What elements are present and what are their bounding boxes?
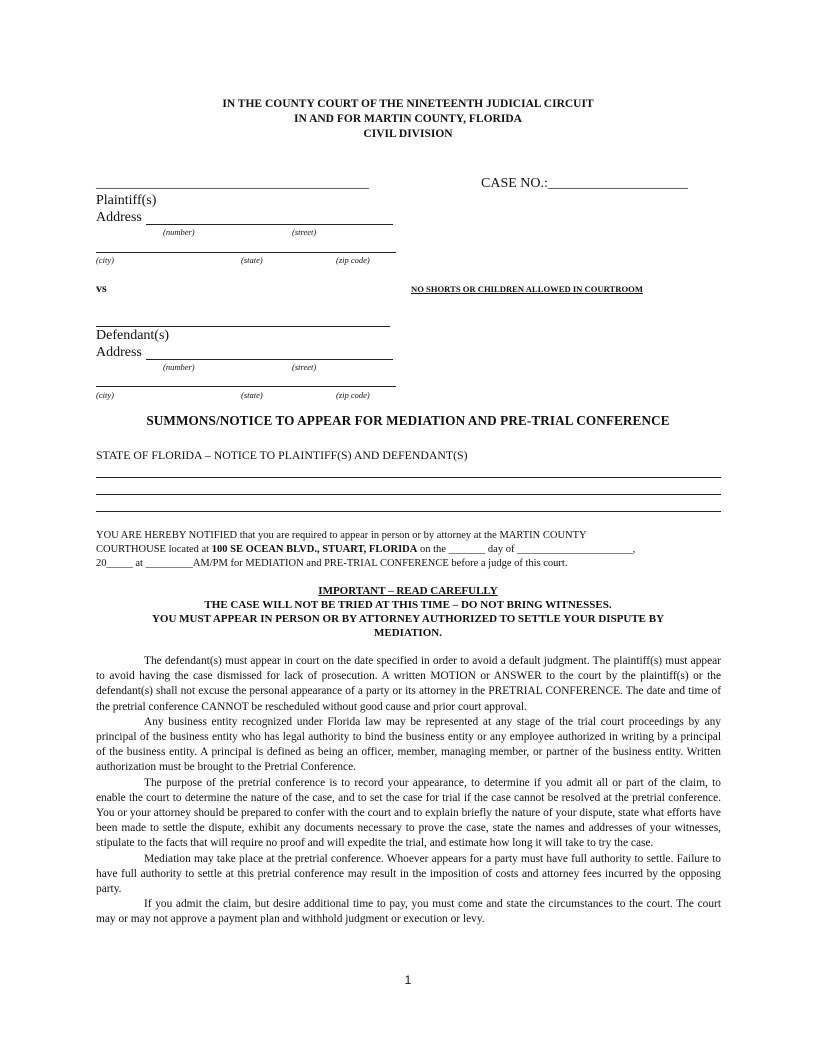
defendant-number-caption: (number) [163,362,195,372]
plaintiff-name-blank[interactable]: _______________________________________ [96,176,369,191]
case-number-field[interactable]: CASE NO.:____________________ [481,176,688,191]
important-line-2: YOU MUST APPEAR IN PERSON OR BY ATTORNEY AUTHORIZED TO SETTLE YOUR DISPUTE BY [151,613,665,625]
plaintiff-zip-caption: (zip code) [336,255,370,265]
plaintiff-label: Plaintiff(s) [96,193,157,208]
paragraph-appearance: The defendant(s) must appear in court on the date specified in order to avoid a default judgment. The plaintiff(s) must appear to avoid having the case dismissed for lack of prosecution. A written MOTION or ANSWER to the court by the plaintiff(s) or the defendant(s) shall not excuse the personal appearance of a party or its attorney in the PRETRIAL CONFERENCE. The date and time of the pretrial conference CANNOT be rescheduled without good cause and prior court approval. [96,655,721,713]
plaintiff-address-label: Address [96,210,142,225]
notice-line-1[interactable] [96,477,721,478]
notify-line-3: 20_____ at _________AM/PM for MEDIATION and PRE-TRIAL CONFERENCE before a judge of this court. [96,558,568,569]
plaintiff-street-caption: (street) [292,227,317,237]
courtroom-warning: NO SHORTS OR CHILDREN ALLOWED IN COURTROOM [411,284,643,294]
defendant-street-caption: (street) [292,362,317,372]
notice-line-2[interactable] [96,494,721,495]
notify-line-1: YOU ARE HEREBY NOTIFIED that you are required to appear in person or by attorney at the MARTIN COUNTY [96,530,587,541]
defendant-label: Defendant(s) [96,328,170,343]
defendant-address-label: Address [96,345,142,360]
important-line-1: THE CASE WILL NOT BE TRIED AT THIS TIME – DO NOT BRING WITNESSES. [204,599,612,611]
courthouse-address: 100 SE OCEAN BLVD., STUART, FLORIDA [211,544,418,555]
notice-line-3[interactable] [96,511,721,512]
important-line-3: MEDIATION. [374,627,442,639]
defendant-address-line[interactable] [146,359,393,360]
court-heading-line3: CIVIL DIVISION [363,128,453,140]
defendant-city-line[interactable] [96,386,396,387]
defendant-zip-caption: (zip code) [336,390,370,400]
plaintiff-city-line[interactable] [96,252,396,253]
notify-location-prefix: COURTHOUSE located at [96,544,212,555]
document-title: SUMMONS/NOTICE TO APPEAR FOR MEDIATION AND PRE-TRIAL CONFERENCE [146,413,670,428]
important-heading: IMPORTANT – READ CAREFULLY [318,585,498,597]
court-heading-line1: IN THE COUNTY COURT OF THE NINETEENTH JUDICIAL CIRCUIT [222,98,594,110]
plaintiff-state-caption: (state) [241,255,263,265]
paragraph-business-entity: Any business entity recognized under Florida law may be represented at any stage of the trial court proceedings by any principal of the business entity who has legal authority to bind the business entity or any employee authorized in writing by a principal of the business entity. A principal is defined as being an officer, member, managing member, or partner of the business entity. Written authorization must be brought to the Pretrial Conference. [96,715,721,774]
versus-label: vs [96,281,107,295]
notify-date-blanks: on the _______ day of ______________________, [417,544,636,555]
instructions-body [96,654,721,928]
page-number: 1 [404,973,412,987]
state-notice: STATE OF FLORIDA – NOTICE TO PLAINTIFF(S) AND DEFENDANT(S) [96,448,468,462]
defendant-name-line[interactable] [96,326,390,327]
paragraph-payment: If you admit the claim, but desire additional time to pay, you must come and state the circumstances to the court. The court may or may not approve a payment plan and withhold judgment or execution or levy. [96,898,721,926]
defendant-state-caption: (state) [241,390,263,400]
paragraph-mediation: Mediation may take place at the pretrial conference. Whoever appears for a party must have full authority to settle. Failure to have full authority to settle at this pretrial conference may result in the imposition of costs and attorney fees incurred by the opposing party. [96,852,721,896]
paragraph-purpose: The purpose of the pretrial conference is to record your appearance, to determine if you admit all or part of the claim, to enable the court to determine the nature of the case, and to set the case for trial if the case cannot be resolved at the pretrial conference. You or your attorney should be prepared to confer with the court and to explain briefly the nature of your dispute, state what efforts have been made to settle the dispute, exhibit any documents necessary to prove the case, state the names and addresses of your witnesses, stipulate to the facts that will require no proof and will expedite the trial, and estimate how long it will take to try the case. [96,776,721,850]
plaintiff-address-line[interactable] [146,224,393,225]
court-heading-line2: IN AND FOR MARTIN COUNTY, FLORIDA [294,113,522,125]
plaintiff-city-caption: (city) [96,255,114,265]
defendant-city-caption: (city) [96,390,114,400]
plaintiff-number-caption: (number) [163,227,195,237]
notify-line-2 [96,544,635,555]
